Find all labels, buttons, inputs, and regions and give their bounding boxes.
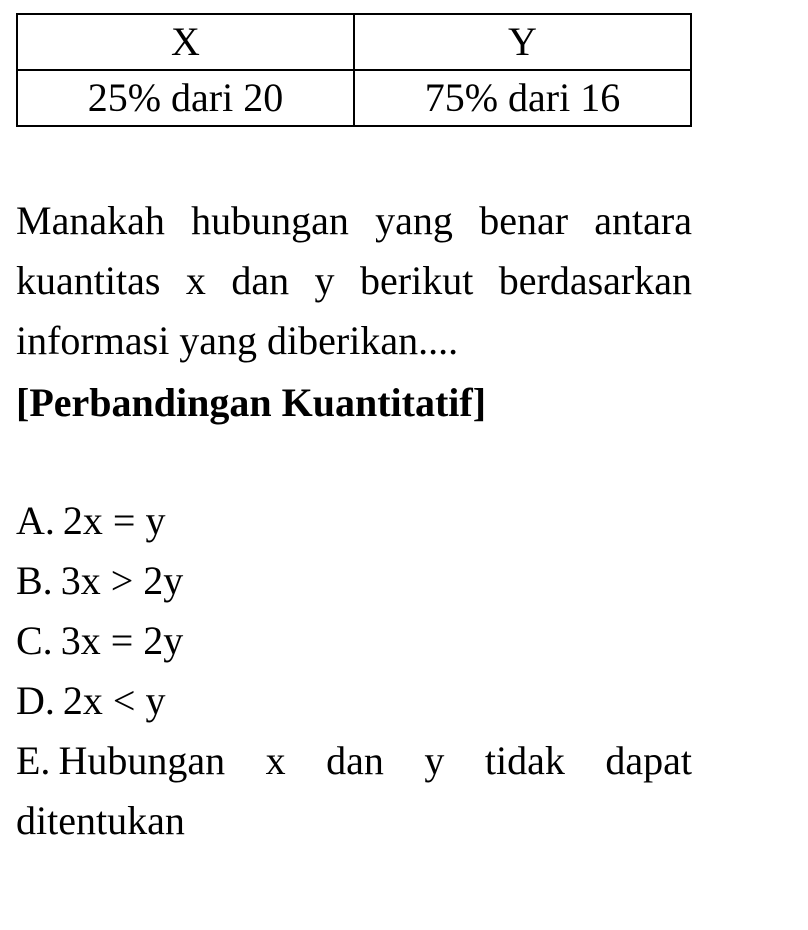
option-a[interactable] (16, 491, 692, 551)
option-text: 2x = y (62, 498, 166, 543)
option-text: 3x > 2y (60, 558, 184, 603)
quantity-table (16, 13, 692, 127)
option-text: 3x = 2y (60, 618, 184, 663)
option-d[interactable] (16, 671, 692, 731)
option-letter: E. (16, 738, 51, 783)
table-header-row (17, 14, 691, 70)
option-e[interactable] (16, 731, 692, 851)
option-text: 2x < y (62, 678, 166, 723)
option-text: Hubungan x dan y tidak dapat ditentukan (16, 738, 692, 843)
table-row (17, 70, 691, 126)
option-letter: B. (16, 558, 53, 603)
option-letter: D. (16, 678, 55, 723)
question-text: Manakah hubungan yang benar antara kuantitas x dan y berikut berdasarkan informasi yang diberikan.... (16, 198, 692, 363)
answer-options (16, 491, 692, 851)
column-header-y: Y (354, 14, 691, 70)
option-letter: C. (16, 618, 53, 663)
column-header-x: X (17, 14, 354, 70)
option-b[interactable] (16, 551, 692, 611)
question-category: [Perbandingan Kuantitatif] (16, 380, 487, 425)
table-cell-y: 75% dari 16 (354, 70, 691, 126)
table-cell-x: 25% dari 20 (17, 70, 354, 126)
question-page (16, 13, 692, 851)
option-c[interactable] (16, 611, 692, 671)
option-letter: A. (16, 498, 55, 543)
